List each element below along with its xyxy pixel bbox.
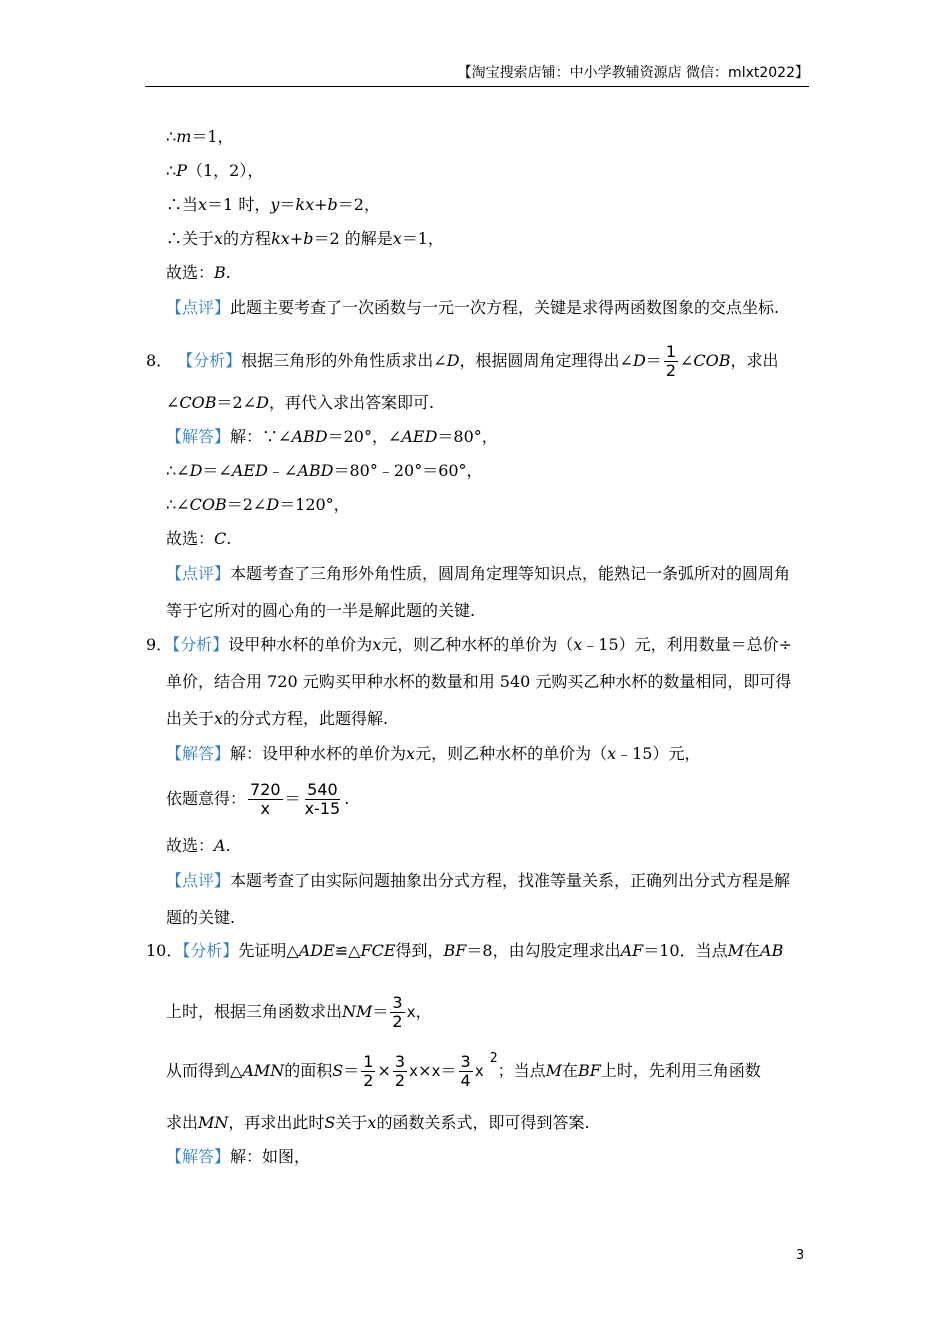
text: 设甲种水杯的单价为	[228, 635, 373, 654]
q8-review-2	[166, 601, 475, 621]
text: 出关于	[166, 709, 215, 728]
text: .	[225, 263, 231, 282]
text: 的方程	[223, 229, 272, 248]
text: ；当点	[497, 1061, 546, 1080]
review-tag: 【点评】	[166, 871, 231, 890]
text: ＝1，	[401, 229, 444, 248]
var: x	[392, 229, 402, 248]
text: ＝	[440, 1061, 457, 1080]
review-tag: 【点评】	[166, 298, 231, 317]
var: ABD	[297, 461, 334, 480]
solution-tag: 【解答】	[166, 744, 231, 763]
fraction-3-4: $\frac{3}{4}$	[460, 1052, 471, 1090]
var: x	[474, 1062, 484, 1080]
question-number: 9．	[146, 635, 173, 654]
var: x	[409, 1062, 419, 1080]
text: 单价，结合用 720 元购买甲种水杯的数量和用 540 元购买乙种水杯的数量相同，即可得	[166, 672, 792, 691]
fraction-540-x15: $\frac{540}{x-15}$	[304, 780, 341, 818]
text: 在	[744, 941, 761, 960]
q9-review-1	[166, 871, 790, 891]
q9-solution-1	[166, 744, 700, 764]
q9-answer	[166, 836, 231, 856]
line-m	[166, 127, 234, 147]
var: COB	[693, 351, 731, 370]
var: D	[446, 351, 460, 370]
text: ＝	[343, 1061, 360, 1080]
text: 解：如图，	[230, 1147, 311, 1166]
text: ＝1 时，	[207, 195, 271, 214]
text: 的函数关系式，即可得到答案.	[376, 1113, 590, 1132]
var: y	[270, 195, 280, 214]
fraction-1-2: $\frac{1}{2}$	[363, 1052, 374, 1090]
analysis-tag: 【分析】	[177, 351, 242, 370]
text: 先证明△	[238, 941, 299, 960]
review-text: 本题考查了由实际问题抽象出分式方程，找准等量关系，正确列出分式方程是解	[230, 871, 791, 890]
text: ＝80°﹣20°＝60°，	[333, 461, 483, 480]
var: x	[573, 635, 583, 654]
text: 依题意得：	[166, 789, 247, 808]
analysis-tag: 【分析】	[182, 941, 239, 960]
review-text: 此题主要考查了一次函数与一元一次方程，关键是求得两函数图象的交点坐标.	[230, 298, 780, 317]
text: 上时，根据三角函数求出	[166, 1002, 343, 1021]
text: 求出	[166, 1113, 199, 1132]
text: 从而得到△	[166, 1061, 243, 1080]
therefore: ∴	[166, 161, 177, 180]
text: 元，则乙种水杯的单价为（	[415, 744, 608, 763]
fraction-3-2: $\frac{3}{2}$	[394, 1052, 406, 1090]
answer: B	[214, 263, 226, 282]
var: S	[324, 1113, 336, 1132]
answer: C	[214, 529, 227, 548]
text: ﹣15）元，	[616, 744, 701, 763]
q8-solution-1	[166, 427, 498, 447]
solution-tag: 【解答】	[166, 1147, 231, 1166]
var: NM	[342, 1002, 373, 1021]
var: BF	[577, 1061, 601, 1080]
var: MN	[198, 1113, 229, 1132]
q10-analysis-2	[166, 993, 432, 1031]
solution-tag: 【解答】	[166, 427, 231, 446]
q8-answer	[166, 529, 231, 549]
text: 关于	[335, 1113, 368, 1132]
q9-equation	[166, 780, 349, 818]
line-review-7	[166, 298, 779, 318]
line-when-x	[166, 195, 380, 215]
text: ﹣∠	[267, 461, 298, 480]
var: x	[367, 1113, 377, 1132]
text: ，	[415, 1002, 432, 1021]
var: b	[327, 195, 338, 214]
var: ADE	[298, 941, 335, 960]
text: ∴当	[166, 195, 199, 214]
text: ＝	[279, 195, 296, 214]
q10-analysis-3	[166, 1052, 761, 1092]
review-text: 题的关键.	[166, 908, 236, 927]
fraction-3-2: $\frac{3}{2}$	[392, 993, 403, 1031]
var: M	[545, 1061, 562, 1080]
text: ＝	[284, 789, 301, 808]
text: ∠	[166, 393, 180, 412]
q9-analysis-3	[166, 709, 388, 729]
text: ，求出	[730, 351, 779, 370]
var: D	[256, 393, 269, 412]
answer: A	[214, 836, 226, 855]
text: 的面积	[284, 1061, 333, 1080]
question-number: 10．	[146, 941, 183, 960]
text: ∴∠	[166, 461, 190, 480]
text: ，根据圆周角定理得出∠	[459, 351, 633, 370]
var: b	[303, 229, 314, 248]
var: x	[406, 744, 416, 763]
text: ∴关于	[166, 229, 215, 248]
var: x	[406, 1003, 416, 1021]
text: ×	[377, 1061, 391, 1080]
page-header: 【淘宝搜索店铺：中小学教辅资源店 微信：mlxt2022】	[145, 64, 809, 87]
text: ＝8，由勾股定理求出	[466, 941, 621, 960]
text: ＝∠	[202, 461, 232, 480]
text: ＝20°，∠	[327, 427, 402, 446]
text: .	[226, 529, 232, 548]
text: .	[344, 789, 350, 808]
text: ，再代入求出答案即可.	[268, 393, 435, 412]
text: .	[225, 836, 231, 855]
q10-analysis-4	[166, 1113, 590, 1133]
review-tag: 【点评】	[166, 564, 231, 583]
text: ﹣15）元，利用数量＝总价÷	[582, 635, 793, 654]
var: x	[431, 1062, 441, 1080]
text: +	[289, 229, 304, 248]
review-text: 等于它所对的圆心角的一半是解此题的关键.	[166, 601, 476, 620]
q8-solution-2	[166, 461, 483, 481]
var: S	[332, 1061, 344, 1080]
q8-solution-3	[166, 495, 350, 515]
exponent: 2	[489, 1051, 498, 1066]
var: m	[176, 127, 192, 146]
q9-analysis-2	[166, 672, 791, 692]
line-answer-b	[166, 263, 231, 283]
text: 的分式方程，此题得解.	[223, 709, 389, 728]
text: ＝2 的解是	[313, 229, 393, 248]
q8-analysis	[146, 343, 779, 380]
q10-analysis-1	[146, 941, 783, 961]
var: x	[214, 709, 224, 728]
text: ≌△	[334, 941, 361, 960]
var: AMN	[242, 1061, 285, 1080]
fraction-720-x: $\frac{720}{x}$	[250, 780, 281, 818]
text: 故选：	[166, 263, 215, 282]
text: ＝1，	[191, 127, 234, 146]
var: ABD	[291, 427, 328, 446]
text: ＝	[645, 351, 662, 370]
text: 解：设甲种水杯的单价为	[230, 744, 407, 763]
var: AF	[620, 941, 644, 960]
var: x	[214, 229, 224, 248]
text: （1，2），	[186, 161, 264, 180]
line-equation-solution	[166, 229, 444, 249]
text: 上时，先利用三角函数	[600, 1061, 761, 1080]
var: BF	[443, 941, 467, 960]
text: ＝2，	[337, 195, 380, 214]
text: ＝2∠	[226, 495, 267, 514]
q8-analysis-2	[166, 393, 434, 413]
text: 解：∵∠	[230, 427, 292, 446]
q9-review-2	[166, 908, 235, 928]
analysis-tag: 【分析】	[172, 635, 229, 654]
text: ＝10．当点	[643, 941, 728, 960]
text: 元，则乙种水杯的单价为（	[381, 635, 574, 654]
var: COB	[189, 495, 227, 514]
text: ，再求出此时	[228, 1113, 325, 1132]
text: +	[314, 195, 328, 214]
text: ＝2∠	[216, 393, 257, 412]
q8-review-1	[166, 564, 790, 584]
var: x	[372, 635, 382, 654]
var: D	[189, 461, 203, 480]
text: 根据三角形的外角性质求出∠	[241, 351, 447, 370]
q10-solution	[166, 1147, 310, 1167]
var: COB	[179, 393, 217, 412]
text: ＝120°，	[279, 495, 350, 514]
text: 故选：	[166, 529, 215, 548]
var: kx	[271, 229, 290, 248]
q9-analysis-1	[146, 635, 792, 655]
line-p	[166, 161, 263, 181]
text: ×	[418, 1061, 432, 1080]
review-text: 本题考查了三角形外角性质，圆周角定理等知识点，能熟记一条弧所对的圆周角	[230, 564, 791, 583]
var: x	[607, 744, 617, 763]
var: AED	[401, 427, 438, 446]
text: 得到，	[395, 941, 444, 960]
page-number: 3	[796, 1248, 805, 1263]
var: M	[727, 941, 744, 960]
therefore: ∴	[166, 127, 177, 146]
var: AED	[231, 461, 268, 480]
text: ∠	[680, 351, 694, 370]
text: 故选：	[166, 836, 215, 855]
var: AB	[760, 941, 784, 960]
var: D	[632, 351, 646, 370]
var: kx	[295, 195, 315, 214]
var: D	[266, 495, 280, 514]
question-number: 8．	[146, 351, 173, 370]
text: ∴∠	[166, 495, 190, 514]
fraction-half: $\frac{1}{2}$	[665, 342, 676, 380]
var: P	[176, 161, 187, 180]
text: 在	[561, 1061, 578, 1080]
text: ＝80°，	[437, 427, 498, 446]
var: x	[198, 195, 208, 214]
text: ＝	[372, 1002, 389, 1021]
var: FCE	[360, 941, 396, 960]
